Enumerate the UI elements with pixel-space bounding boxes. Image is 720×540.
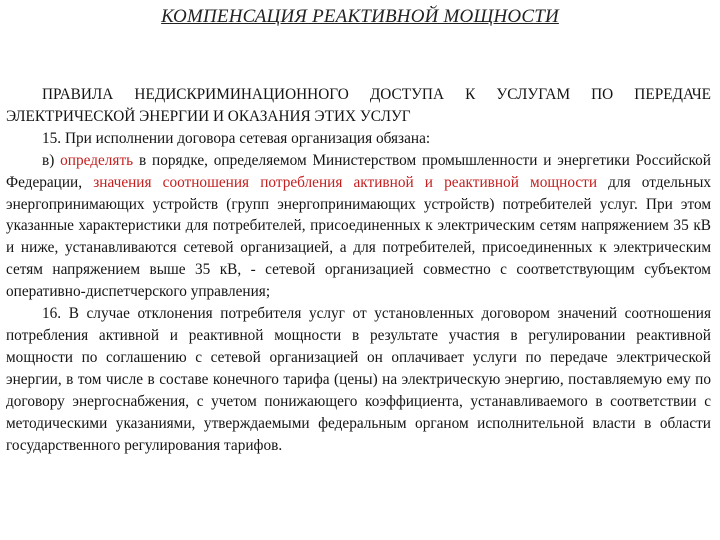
highlight-power-ratio: значения соотношения потребления активной и реактивной мощности bbox=[93, 173, 598, 191]
paragraph-15v-rest: для отдельных энергопринимающих устройств (групп энергопринимающих устройств) потребителей услуг. При этом указанные характеристики для потребителей, присоединенных к электрическим сетям напряжением 35 кВ и ниже, устанавливаются сетевой организацией, а для потребителей, присоединенных к электрическим сетям напряжением выше 35 кВ, - сетевой организацией совместно с соответствующим субъектом оперативно-диспетчерского управления; bbox=[6, 173, 712, 301]
paragraph-15v-middle: в порядке, определяемом Министерством промышленности и энергетики Российской Федерации, bbox=[6, 151, 711, 191]
slide-title: КОМПЕНСАЦИЯ РЕАКТИВНОЙ МОЩНОСТИ bbox=[161, 6, 559, 27]
paragraph-15: 15. При исполнении договора сетевая организация обязана: bbox=[42, 129, 431, 147]
highlight-determine: определять bbox=[60, 151, 134, 169]
rules-heading: ПРАВИЛА НЕДИСКРИМИНАЦИОННОГО ДОСТУПА К УСЛУГАМ ПО ПЕРЕДАЧЕ ЭЛЕКТРИЧЕСКОЙ ЭНЕРГИИ И ОКАЗАНИЯ ЭТИХ УСЛУГ bbox=[6, 86, 711, 125]
slide-body bbox=[6, 84, 711, 456]
paragraph-15v-lead: в) bbox=[42, 151, 61, 169]
paragraph-15v bbox=[6, 150, 711, 303]
paragraph-16: 16. В случае отклонения потребителя услуг от установленных договором значений соотношения потребления активной и реактивной мощности в результате участия в регулировании реактивной мощности по соглашению с сетевой организацией он оплачивает услуги по передаче электрической энергии, в том числе в составе конечного тарифа (цены) на электрическую энергию, поставляемую ему по договору энергоснабжения, с учетом понижающего коэффициента, устанавливаемого в соответствии с методическими указаниями, утверждаемыми федеральным органом исполнительной власти в области государственного регулирования тарифов. bbox=[6, 305, 711, 454]
